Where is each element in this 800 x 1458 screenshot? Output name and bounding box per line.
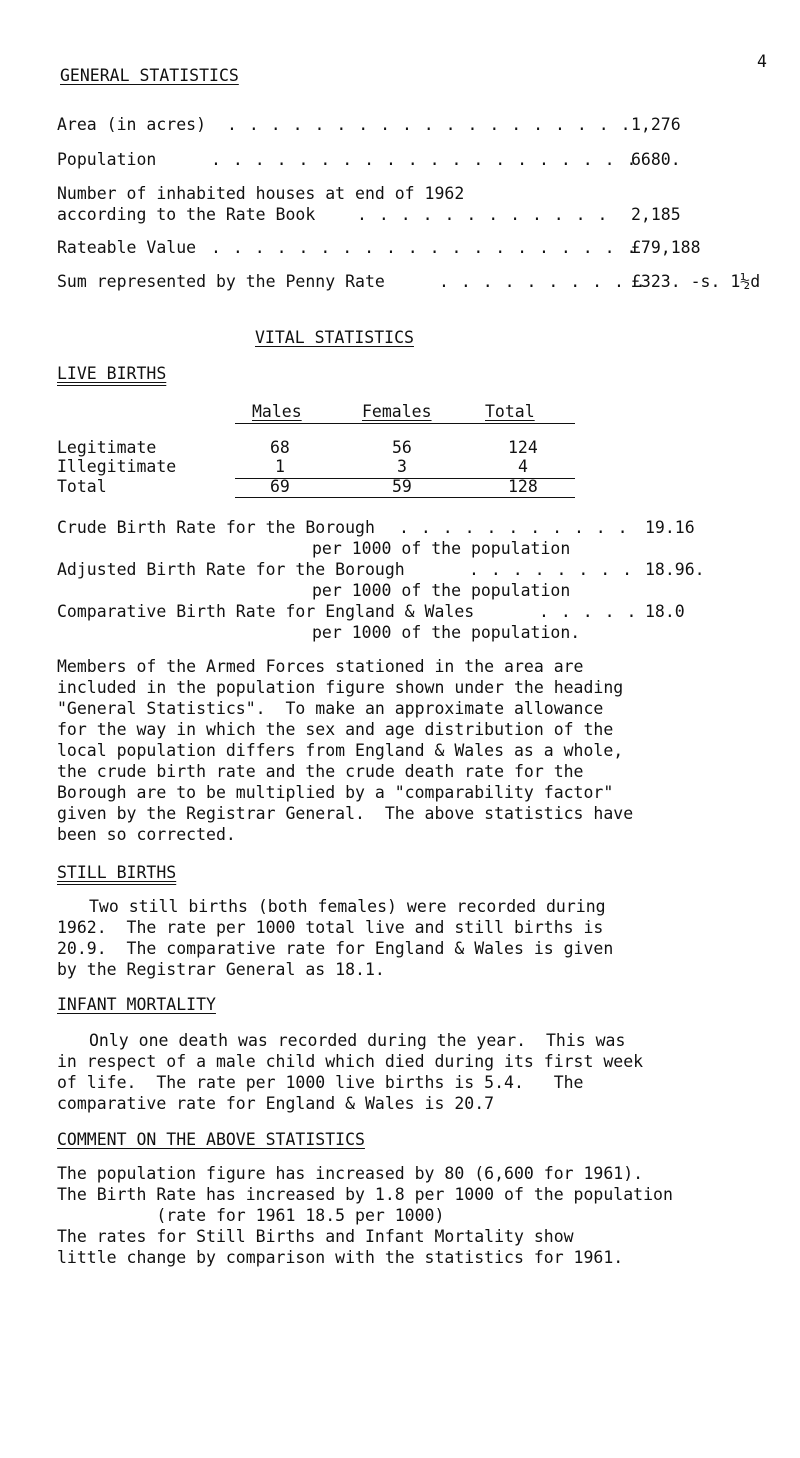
penny-rate-row [57,272,800,294]
leader-dots: . . . . . . . . . . . . [357,205,609,224]
leader-dots: . . . . . . . . . . . [399,518,629,537]
rateable-value-row [57,238,752,260]
adjusted-birth-rate-sub: per 1000 of the population [312,581,571,600]
infant-mortality-line: Only one death was recorded during the year. This was [89,1031,626,1050]
note-line: included in the population figure shown under the heading [57,678,624,697]
penny-rate-value: £323. -s. 1½d [631,272,761,291]
comparative-birth-rate-label: Comparative Birth Rate for England & Wales [57,602,475,621]
area-value: 1,276 [631,115,681,134]
cell-illegitimate-males: 1 [275,457,285,476]
population-row [57,150,752,172]
area-label: Area (in acres) [57,115,207,134]
houses-value: 2,185 [631,205,681,224]
total-rule [235,497,575,498]
note-line: "General Statistics". To make an approximate allowance [57,699,604,718]
note-line: Members of the Armed Forces stationed in the area are [57,657,584,676]
comment-line: The Birth Rate has increased by 1.8 per 1000 of the population [57,1185,673,1204]
column-header-males: Males [252,402,302,421]
comment-line: The population figure has increased by 80 (6,600 for 1961). [57,1164,644,1183]
comparative-birth-rate-sub: per 1000 of the population. [312,623,581,642]
live-births-heading: LIVE BIRTHS [57,364,167,383]
note-line: the crude birth rate and the crude death rate for the [57,762,584,781]
crude-birth-rate-value: 19.16 [645,518,695,537]
cell-legitimate-males: 68 [270,438,290,457]
leader-dots: . . . . . . . . . . . . . . . . . . . [227,115,632,134]
still-births-line: 20.9. The comparative rate for England & Wales is given [57,939,614,958]
population-value: 6680. [631,150,681,169]
infant-mortality-line: comparative rate for England & Wales is 20.7 [57,1094,495,1113]
comparative-birth-rate-value: 18.0 [645,602,685,621]
still-births-line: by the Registrar General as 18.1. [57,960,385,979]
note-line: local population differs from England & Wales as a whole, [57,741,624,760]
cell-legitimate-females: 56 [392,438,412,457]
crude-birth-rate-row [57,518,752,540]
header-rule [235,423,575,424]
crude-birth-rate-label: Crude Birth Rate for the Borough [57,518,375,537]
cell-total-females: 59 [392,477,412,496]
comment-line: The rates for Still Births and Infant Mortality show [57,1227,574,1246]
population-label: Population [57,150,157,169]
adjusted-birth-rate-label: Adjusted Birth Rate for the Borough [57,560,405,579]
cell-illegitimate-females: 3 [397,457,407,476]
cell-total-total: 128 [508,477,538,496]
comment-line: little change by comparison with the statistics for 1961. [57,1248,624,1267]
rateable-value: £79,188 [631,238,701,257]
houses-label: according to the Rate Book [57,205,316,224]
rateable-value-label: Rateable Value [57,238,197,257]
penny-rate-label: Sum represented by the Penny Rate [57,272,385,291]
houses-row [57,205,752,227]
cell-illegitimate-total: 4 [518,457,528,476]
still-births-line: Two still births (both females) were recorded during [89,897,606,916]
note-line: for the way in which the sex and age distribution of the [57,720,614,739]
leader-dots: . . . . . [539,602,638,621]
cell-legitimate-total: 124 [508,438,538,457]
infant-mortality-line: of life. The rate per 1000 live births is 5.4. The [57,1073,584,1092]
infant-mortality-line: in respect of a male child which died during its first week [57,1052,644,1071]
crude-birth-rate-sub: per 1000 of the population [312,539,571,558]
column-header-total: Total [485,402,535,421]
page-number: 4 [757,52,767,71]
still-births-line: 1962. The rate per 1000 total live and still births is [57,918,604,937]
general-statistics-heading: GENERAL STATISTICS [60,66,239,85]
cell-total-males: 69 [270,477,290,496]
comment-line: (rate for 1961 18.5 per 1000) [57,1206,445,1225]
note-line: been so corrected. [57,825,236,844]
area-row [57,115,752,137]
leader-dots: . . . . . . . . . . [439,272,647,291]
column-header-females: Females [362,402,432,421]
note-line: given by the Registrar General. The above statistics have [57,804,634,823]
adjusted-birth-rate-value: 18.96. [645,560,705,579]
leader-dots: . . . . . . . . . . . . . . . . . . . . [211,238,638,257]
adjusted-birth-rate-row [57,560,752,582]
row-label-legitimate: Legitimate [57,438,157,457]
infant-mortality-heading: INFANT MORTALITY [57,995,216,1014]
row-label-illegitimate: Illegitimate [57,457,177,476]
still-births-heading: STILL BIRTHS [57,863,177,882]
comparative-birth-rate-row [57,602,752,624]
comment-heading: COMMENT ON THE ABOVE STATISTICS [57,1130,365,1149]
houses-label-line1: Number of inhabited houses at end of 1962 [57,184,465,203]
note-line: Borough are to be multiplied by a "comparability factor" [57,783,614,802]
vital-statistics-heading: VITAL STATISTICS [255,328,414,347]
row-label-total: Total [57,477,107,496]
leader-dots: . . . . . . . . . . . . . . . . . . . . [211,150,638,169]
leader-dots: . . . . . . . . [469,560,634,579]
